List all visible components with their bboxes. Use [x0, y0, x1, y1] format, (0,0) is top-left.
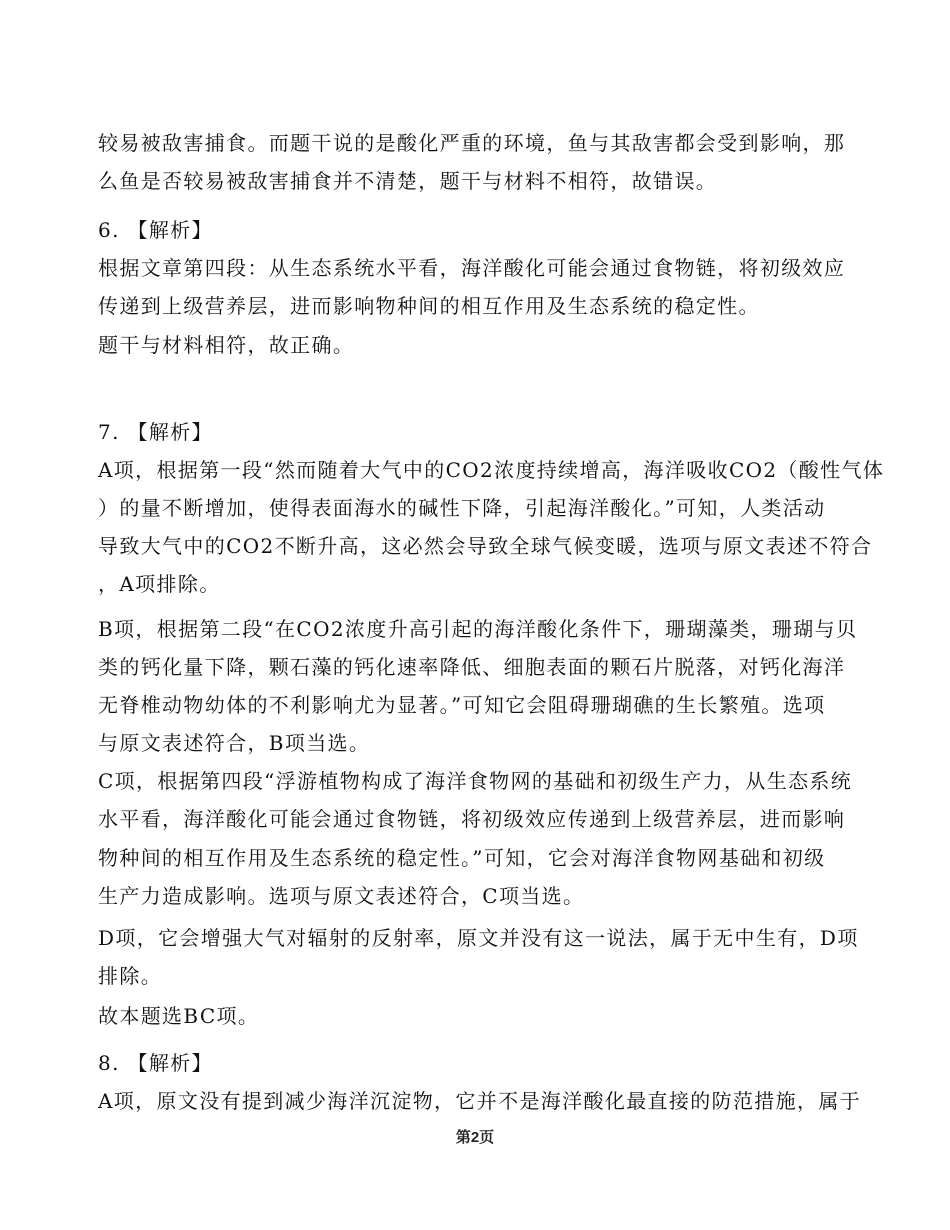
- text-line: A项，原文没有提到减少海洋沉淀物，它并不是海洋酸化最直接的防范措施，属于: [98, 1089, 862, 1113]
- question-6-heading: 6. 【解析】: [98, 218, 213, 242]
- text-line: 根据文章第四段：从生态系统水平看，海洋酸化可能会通过食物链，将初级效应: [98, 256, 846, 280]
- text-line: 导致大气中的CO2不断升高，这必然会导致全球气候变暖，选项与原文表述不符合: [98, 534, 873, 558]
- question-7-heading: 7. 【解析】: [98, 420, 213, 444]
- text-line: 排除。: [98, 964, 163, 988]
- text-line: 生产力造成影响。选项与原文表述符合，C项当选。: [98, 884, 585, 908]
- text-line: ）的量不断增加，使得表面海水的碱性下降，引起海洋酸化。”可知，人类活动: [98, 496, 826, 520]
- text-line: 类的钙化量下降，颗石藻的钙化速率降低、细胞表面的颗石片脱落，对钙化海洋: [98, 655, 846, 679]
- text-line: 题干与材料相符，故正确。: [98, 333, 355, 357]
- page-number: 第2页: [455, 1129, 495, 1146]
- question-8-heading: 8. 【解析】: [98, 1051, 213, 1075]
- text-line: 故本题选BC项。: [98, 1004, 260, 1028]
- text-line: B项，根据第二段“在CO2浓度升高引起的海洋酸化条件下，珊瑚藻类，珊瑚与贝: [98, 617, 858, 641]
- text-line: 与原文表述符合，B项当选。: [98, 731, 371, 755]
- text-line: 传递到上级营养层，进而影响物种间的相互作用及生态系统的稳定性。: [98, 294, 760, 318]
- text-line: 么鱼是否较易被敌害捕食并不清楚，题干与材料不相符，故错误。: [98, 169, 718, 193]
- text-line: 无脊椎动物幼体的不利影响尤为显著。”可知它会阻碍珊瑚礁的生长繁殖。选项: [98, 693, 826, 717]
- text-line: A项，根据第一段“然而随着大气中的CO2浓度持续增高，海洋吸收CO2（酸性气体: [98, 458, 885, 482]
- text-line: ，A项排除。: [98, 572, 221, 596]
- text-line: C项，根据第四段“浮游植物构成了海洋食物网的基础和初级生产力，从生态系统: [98, 769, 853, 793]
- text-line: 较易被敌害捕食。而题干说的是酸化严重的环境，鱼与其敌害都会受到影响，那: [98, 131, 846, 155]
- text-line: D项，它会增强大气对辐射的反射率，原文并没有这一说法，属于无中生有，D项: [98, 926, 859, 950]
- text-line: 水平看，海洋酸化可能会通过食物链，将初级效应传递到上级营养层，进而影响: [98, 807, 846, 831]
- text-line: 物种间的相互作用及生态系统的稳定性。”可知，它会对海洋食物网基础和初级: [98, 846, 826, 870]
